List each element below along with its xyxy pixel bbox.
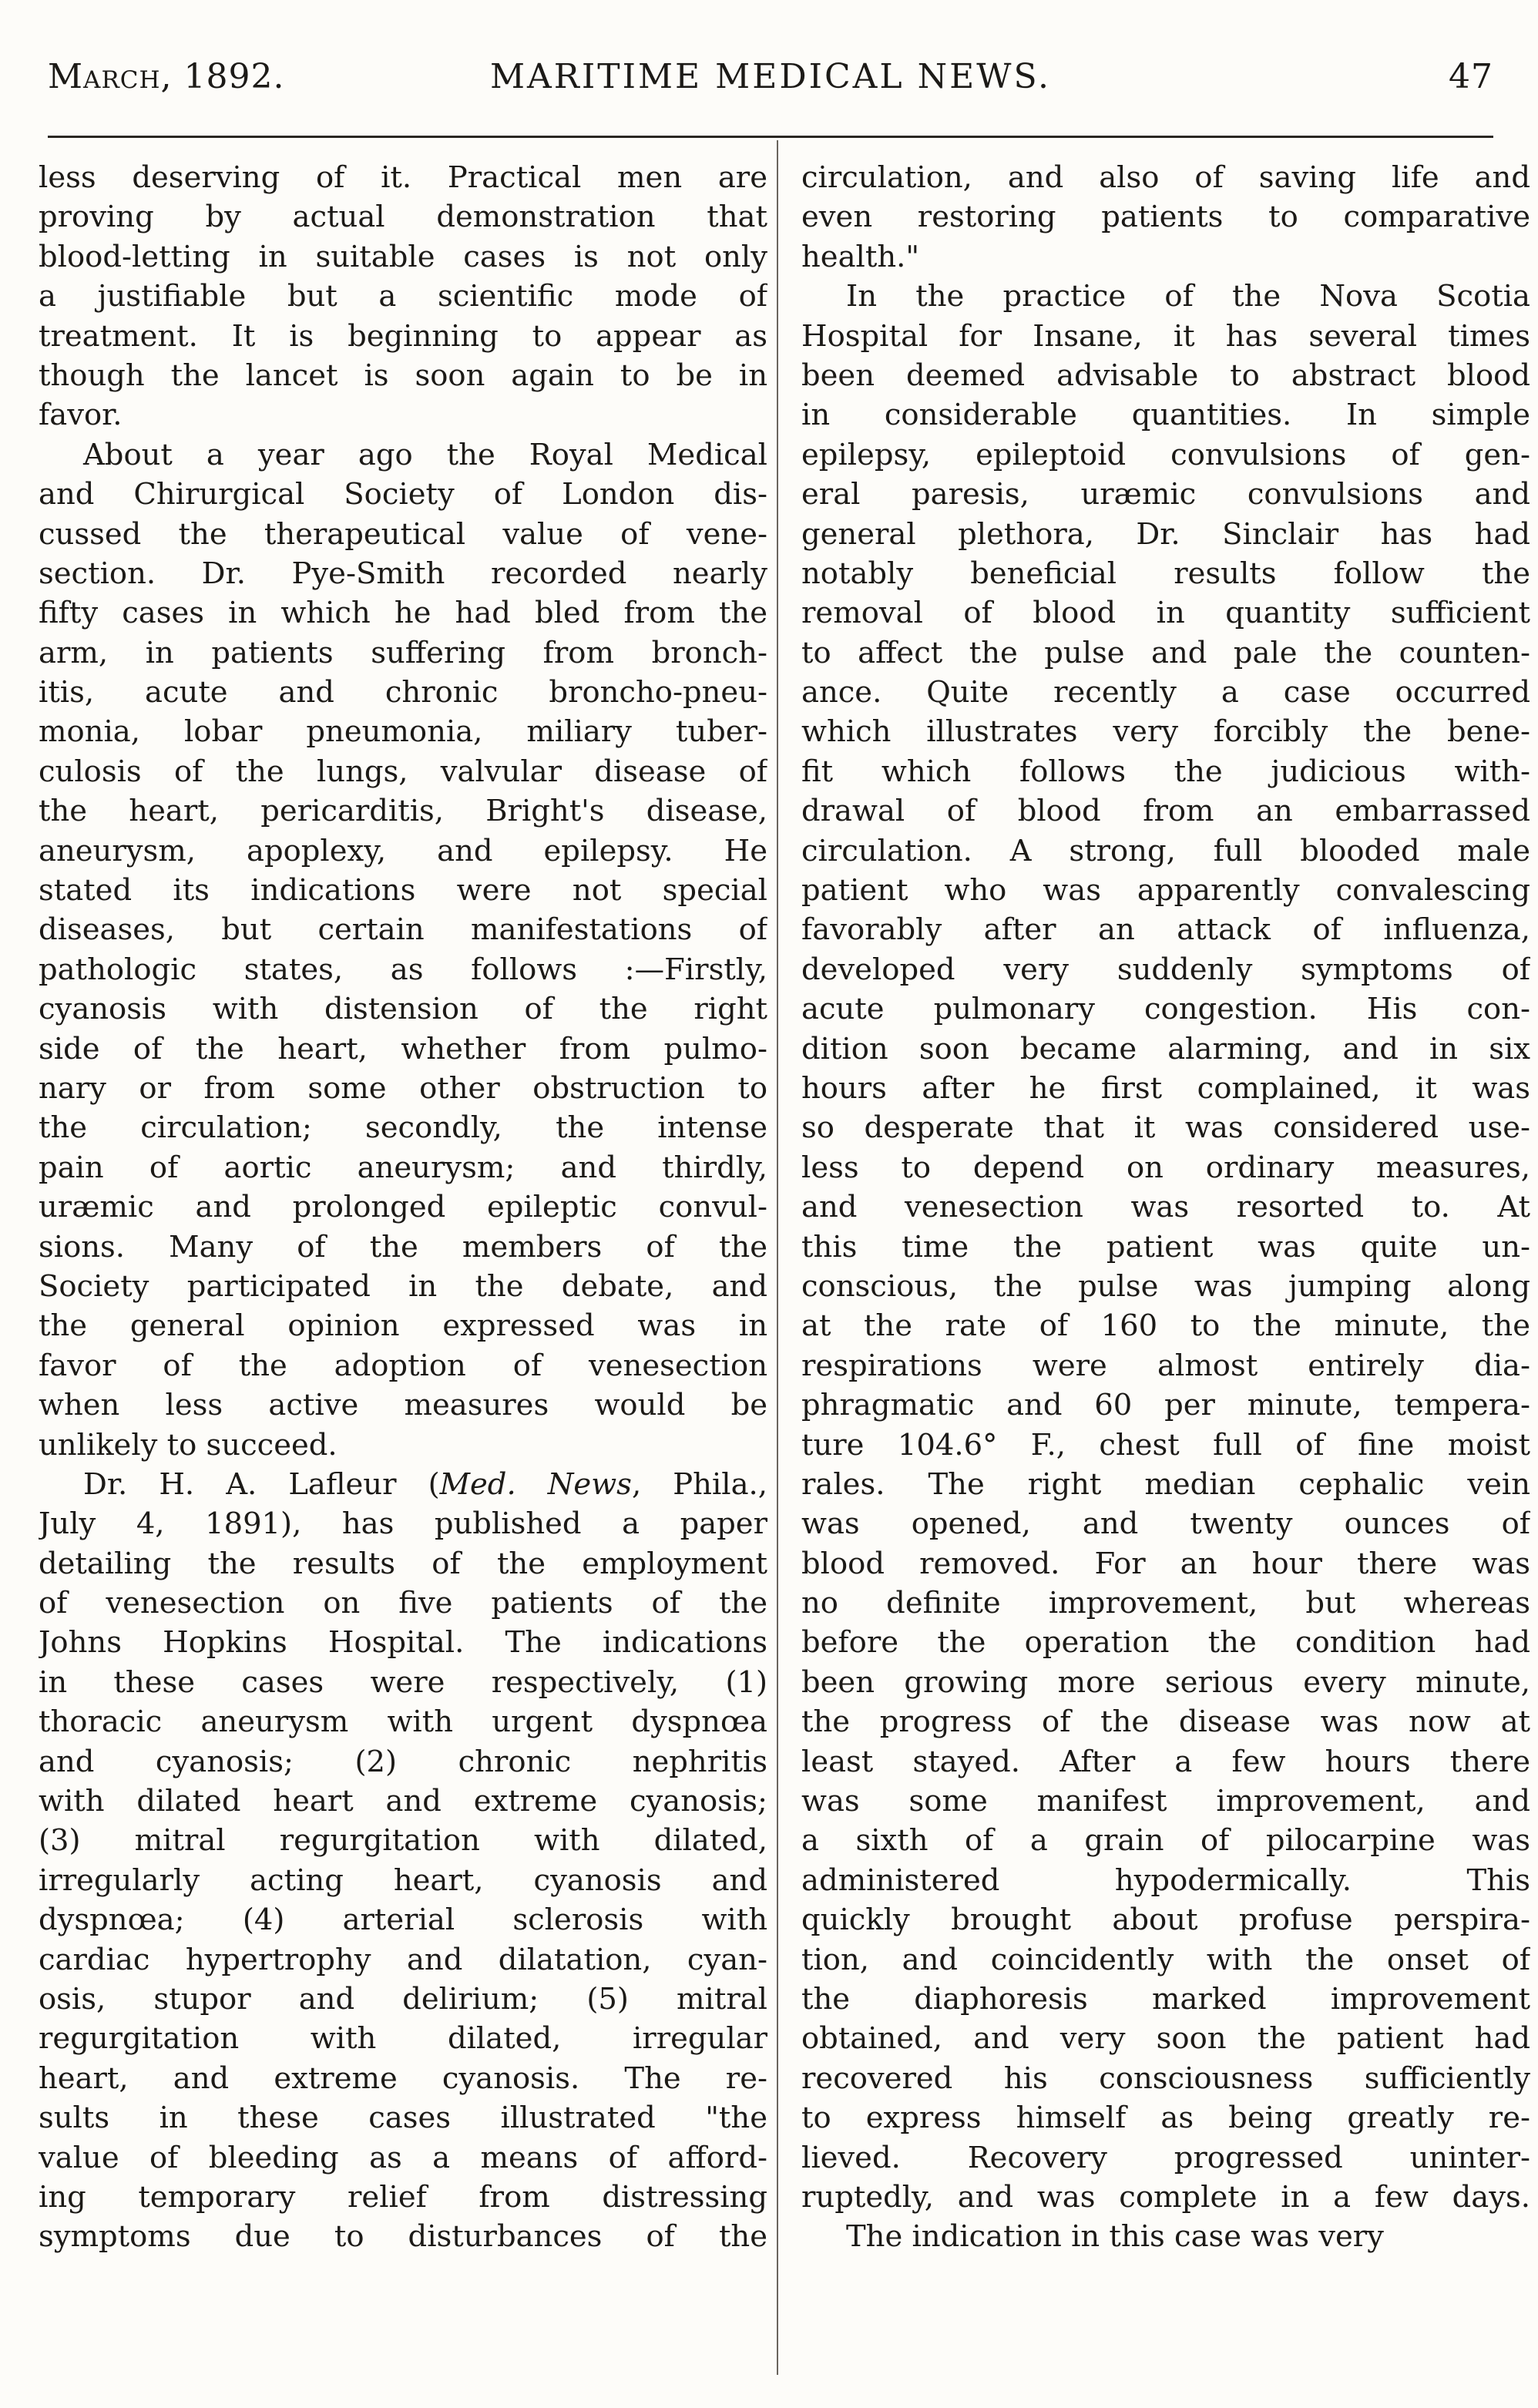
text-line: proving by actual demonstration that <box>39 200 767 235</box>
column-divider <box>777 140 778 2375</box>
text-line: aneurysm, apoplexy, and epilepsy. He <box>39 833 767 868</box>
text-line: value of bleeding as a means of afford- <box>39 2140 767 2175</box>
text-line: Hospital for Insane, it has several times <box>801 318 1530 354</box>
text-line: ruptedly, and was complete in a few days. <box>801 2179 1530 2215</box>
journal-citation: Med. News <box>439 1466 632 1502</box>
text-line: (3) mitral regurgitation with dilated, <box>39 1823 767 1859</box>
text-line: to express himself as being greatly re- <box>801 2101 1530 2136</box>
text-line: hours after he first complained, it was <box>801 1070 1530 1106</box>
text-line: sults in these cases illustrated "the <box>39 2101 767 2136</box>
text-line: epilepsy, epileptoid convulsions of gen- <box>801 437 1530 472</box>
text-line: unlikely to succeed. <box>39 1427 337 1463</box>
text-line: blood removed. For an hour there was <box>801 1546 1530 1581</box>
text-line: and venesection was resorted to. At <box>801 1190 1530 1225</box>
text-line: no definite improvement, but whereas <box>801 1586 1530 1621</box>
text-line: side of the heart, whether from pulmo- <box>39 1031 767 1066</box>
text-line: sions. Many of the members of the <box>39 1229 767 1264</box>
text-line: Johns Hopkins Hospital. The indications <box>39 1625 767 1661</box>
text-line: the diaphoresis marked improvement <box>801 1981 1530 2017</box>
header-page-number: 47 <box>1449 57 1493 96</box>
header-date: March, 1892. <box>48 57 285 96</box>
text-line: favorably after an attack of influenza, <box>801 912 1530 948</box>
text-line: of venesection on five patients of the <box>39 1586 767 1621</box>
text-line: acute pulmonary congestion. His con- <box>801 992 1530 1027</box>
text-line: Society participated in the debate, and <box>39 1268 767 1304</box>
text-line: cussed the therapeutical value of vene- <box>39 516 767 552</box>
text-line: pathologic states, as follows :—Firstly, <box>39 952 767 987</box>
text-line: monia, lobar pneumonia, miliary tuber- <box>39 714 767 750</box>
paragraph-start-line: The indication in this case was very <box>846 2219 1384 2255</box>
text-line: and cyanosis; (2) chronic nephritis <box>39 1744 767 1779</box>
text-line: osis, stupor and delirium; (5) mitral <box>39 1981 767 2017</box>
text-line: circulation, and also of saving life and <box>801 160 1530 195</box>
text-line: eral paresis, uræmic convulsions and <box>801 477 1530 512</box>
text-line: the general opinion expressed was in <box>39 1308 767 1344</box>
text-line: notably beneficial results follow the <box>801 556 1530 591</box>
text-line: with dilated heart and extreme cyanosis; <box>39 1784 767 1819</box>
text-line: the progress of the disease was now at <box>801 1704 1530 1740</box>
text-line: a justifiable but a scientific mode of <box>39 279 767 314</box>
text-line: health." <box>801 239 920 274</box>
text-line: culosis of the lungs, valvular disease of <box>39 754 767 789</box>
text-line: the circulation; secondly, the intense <box>39 1110 767 1146</box>
text-line: stated its indications were not special <box>39 873 767 908</box>
text-line: drawal of blood from an embarrassed <box>801 794 1530 829</box>
text-line: was some manifest improvement, and <box>801 1784 1530 1819</box>
text-line: least stayed. After a few hours there <box>801 1744 1530 1779</box>
text-line: detailing the results of the employment <box>39 1546 767 1581</box>
paragraph-start-line: In the practice of the Nova Scotia <box>846 279 1530 314</box>
text-line: rales. The right median cephalic vein <box>801 1466 1530 1502</box>
text-line: the heart, pericarditis, Bright's disease, <box>39 794 767 829</box>
text-line: fit which follows the judicious with- <box>801 754 1530 789</box>
text-line: patient who was apparently convalescing <box>801 873 1530 908</box>
text-line: recovered his consciousness sufficiently <box>801 2060 1530 2096</box>
text-line: administered hypodermically. This <box>801 1862 1530 1898</box>
text-line: fifty cases in which he had bled from the <box>39 596 767 631</box>
text-line: arm, in patients suffering from bronch- <box>39 635 767 670</box>
text-line: and Chirurgical Society of London dis- <box>39 477 767 512</box>
text-line: though the lancet is soon again to be in <box>39 358 767 393</box>
text-line: treatment. It is beginning to appear as <box>39 318 767 354</box>
paragraph-start-line: Dr. H. A. Lafleur (Med. News, Phila., <box>83 1466 767 1502</box>
text-line: been growing more serious every minute, <box>801 1664 1530 1700</box>
paragraph-start-line: About a year ago the Royal Medical <box>83 437 767 472</box>
text-line: ing temporary relief from distressing <box>39 2179 767 2215</box>
text-line: ance. Quite recently a case occurred <box>801 675 1530 710</box>
text-line: favor. <box>39 398 123 433</box>
text-line: thoracic aneurysm with urgent dyspnœa <box>39 1704 767 1740</box>
text-line: developed very suddenly symptoms of <box>801 952 1530 987</box>
text-line: section. Dr. Pye-Smith recorded nearly <box>39 556 767 591</box>
text-line: nary or from some other obstruction to <box>39 1070 767 1106</box>
text-line: blood-letting in suitable cases is not only <box>39 239 767 274</box>
text-line: phragmatic and 60 per minute, tempera- <box>801 1388 1530 1423</box>
left-column <box>39 158 767 2257</box>
text-line: irregularly acting heart, cyanosis and <box>39 1862 767 1898</box>
text-line: respirations were almost entirely dia- <box>801 1348 1530 1383</box>
text-line: been deemed advisable to abstract blood <box>801 358 1530 393</box>
text-line: tion, and coincidently with the onset of <box>801 1942 1530 1977</box>
header-rule <box>48 136 1493 138</box>
text-line: dyspnœa; (4) arterial sclerosis with <box>39 1903 767 1938</box>
text-line: this time the patient was quite un- <box>801 1229 1530 1264</box>
text-line: lieved. Recovery progressed uninter- <box>801 2140 1530 2175</box>
text-line: regurgitation with dilated, irregular <box>39 2021 767 2057</box>
text-line: cardiac hypertrophy and dilatation, cyan- <box>39 1942 767 1977</box>
text-line: less deserving of it. Practical men are <box>39 160 767 195</box>
text-line: in these cases were respectively, (1) <box>39 1664 767 1700</box>
text-line: general plethora, Dr. Sinclair has had <box>801 516 1530 552</box>
text-line: removal of blood in quantity sufficient <box>801 596 1530 631</box>
text-line: pain of aortic aneurysm; and thirdly, <box>39 1150 767 1185</box>
text-line: in considerable quantities. In simple <box>801 398 1530 433</box>
text-line: itis, acute and chronic broncho-pneu- <box>39 675 767 710</box>
text-line: circulation. A strong, full blooded male <box>801 833 1530 868</box>
running-header <box>48 48 1493 109</box>
text-line: obtained, and very soon the patient had <box>801 2021 1530 2057</box>
text-line: was opened, and twenty ounces of <box>801 1506 1530 1542</box>
text-line: heart, and extreme cyanosis. The re- <box>39 2060 767 2096</box>
text-line: when less active measures would be <box>39 1388 767 1423</box>
text-line: quickly brought about profuse perspira- <box>801 1903 1530 1938</box>
text-line: symptoms due to disturbances of the <box>39 2219 767 2255</box>
text-line: ture 104.6° F., chest full of fine moist <box>801 1427 1530 1463</box>
header-journal-title: MARITIME MEDICAL NEWS. <box>489 57 1052 96</box>
text-line: a sixth of a grain of pilocarpine was <box>801 1823 1530 1859</box>
text-line: uræmic and prolonged epileptic convul- <box>39 1190 767 1225</box>
text-line: which illustrates very forcibly the bene- <box>801 714 1530 750</box>
text-line: dition soon became alarming, and in six <box>801 1031 1530 1066</box>
right-column <box>801 158 1530 2257</box>
text-line: so desperate that it was considered use- <box>801 1110 1530 1146</box>
text-line: diseases, but certain manifestations of <box>39 912 767 948</box>
text-line: conscious, the pulse was jumping along <box>801 1268 1530 1304</box>
text-line: at the rate of 160 to the minute, the <box>801 1308 1530 1344</box>
text-line: less to depend on ordinary measures, <box>801 1150 1530 1185</box>
text-line: July 4, 1891), has published a paper <box>39 1506 767 1542</box>
text-line: favor of the adoption of venesection <box>39 1348 767 1383</box>
text-line: even restoring patients to comparative <box>801 200 1530 235</box>
text-line: cyanosis with distension of the right <box>39 992 767 1027</box>
text-line: before the operation the condition had <box>801 1625 1530 1661</box>
text-line: to affect the pulse and pale the counten- <box>801 635 1530 670</box>
